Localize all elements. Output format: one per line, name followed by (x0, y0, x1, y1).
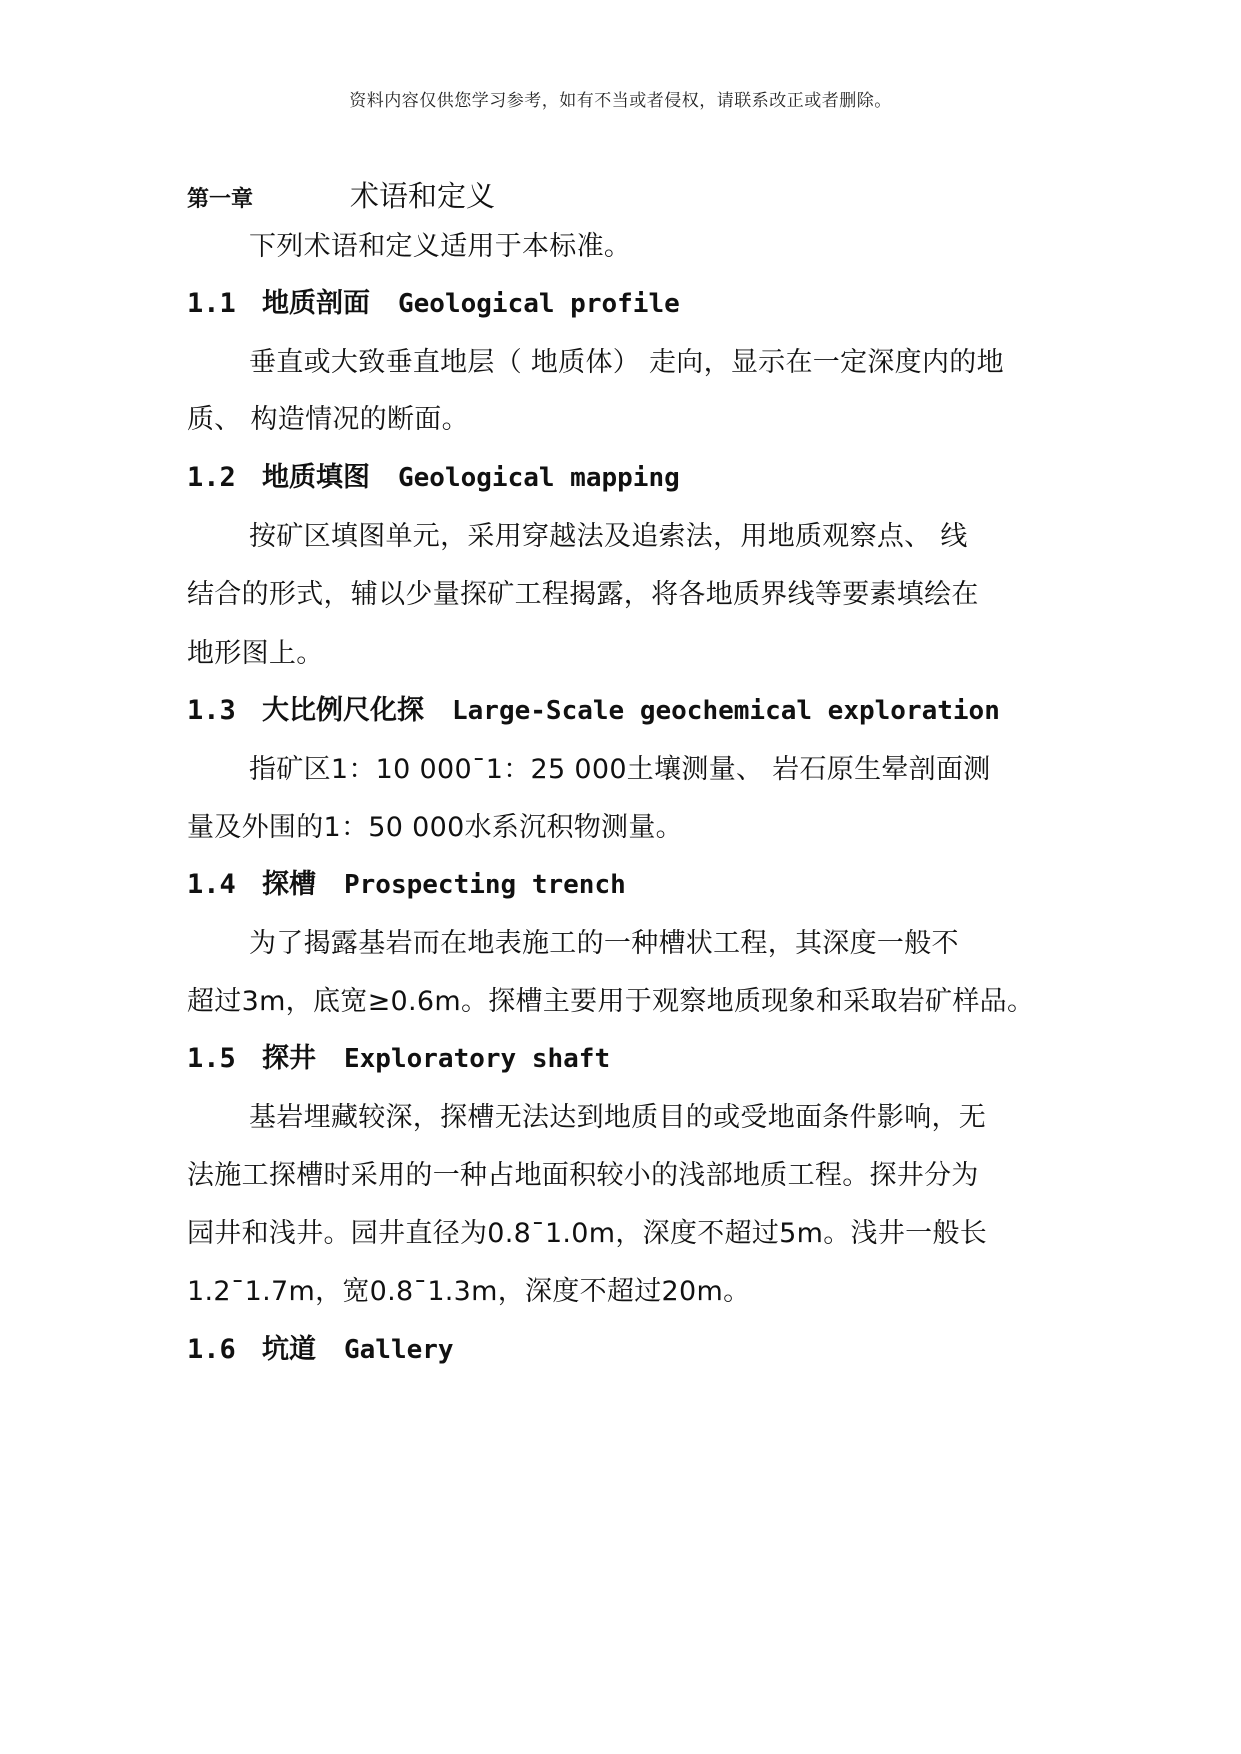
section-heading (187, 458, 680, 498)
section-body-line: 法施工探槽时采用的一种占地面积较小的浅部地质工程。探井分为 (187, 1160, 979, 1191)
section-heading (187, 1330, 454, 1370)
section-number: 1.6 (187, 1334, 236, 1365)
section-number: 1.2 (187, 462, 236, 493)
section-body-line: 垂直或大致垂直地层（ 地质体） 走向，显示在一定深度内的地 (249, 347, 1004, 378)
section-title-cn: 地质填图 (262, 462, 370, 493)
section-heading (187, 284, 680, 324)
section-body-line: 量及外围的1：50 000水系沉积物测量。 (187, 812, 683, 843)
section-title-en: Gallery (344, 1335, 454, 1365)
section-body-line: 按矿区填图单元，采用穿越法及追索法，用地质观察点、 线 (249, 521, 968, 552)
section-body-line: 超过3m，底宽≥0.6m。探槽主要用于观察地质现象和采取岩矿样品。 (187, 986, 1035, 1017)
section-number: 1.3 (187, 695, 236, 726)
section-body-line: 园井和浅井。园井直径为0.8¯1.0m，深度不超过5m。浅井一般长 (187, 1218, 988, 1249)
section-body-line: 质、 构造情况的断面。 (187, 404, 469, 435)
section-number: 1.5 (187, 1043, 236, 1074)
section-title-cn: 探槽 (262, 869, 316, 900)
section-title-cn: 坑道 (262, 1334, 316, 1365)
section-body-line: 基岩埋藏较深，探槽无法达到地质目的或受地面条件影响，无 (249, 1102, 987, 1133)
section-title-en: Exploratory shaft (344, 1044, 611, 1074)
section-number: 1.4 (187, 869, 236, 900)
section-title-en: Geological mapping (398, 463, 680, 493)
section-heading (187, 691, 1000, 731)
section-title-en: Prospecting trench (344, 870, 626, 900)
chapter-title: 术语和定义 (350, 179, 496, 213)
section-title-cn: 大比例尺化探 (262, 695, 424, 726)
section-heading (187, 865, 626, 905)
section-number: 1.1 (187, 288, 236, 319)
section-title-cn: 地质剖面 (262, 288, 370, 319)
section-title-en: Geological profile (398, 289, 680, 319)
section-body-line: 结合的形式，辅以少量探矿工程揭露，将各地质界线等要素填绘在 (187, 579, 979, 610)
section-title-en: Large-Scale geochemical exploration (452, 696, 1000, 726)
section-body-line: 为了揭露基岩而在地表施工的一种槽状工程，其深度一般不 (249, 928, 959, 959)
section-body-line: 1.2¯1.7m，宽0.8¯1.3m，深度不超过20m。 (187, 1276, 751, 1307)
section-body-line: 指矿区1：10 000¯1：25 000土壤测量、 岩石原生晕剖面测 (249, 754, 991, 785)
intro-paragraph: 下列术语和定义适用于本标准。 (249, 231, 632, 262)
section-title-cn: 探井 (262, 1043, 316, 1074)
page-disclaimer: 资料内容仅供您学习参考，如有不当或者侵权，请联系改正或者删除。 (349, 91, 892, 111)
section-body-line: 地形图上。 (187, 638, 324, 669)
chapter-number: 第一章 (187, 186, 254, 212)
section-heading (187, 1039, 610, 1079)
chapter-heading (187, 176, 495, 216)
